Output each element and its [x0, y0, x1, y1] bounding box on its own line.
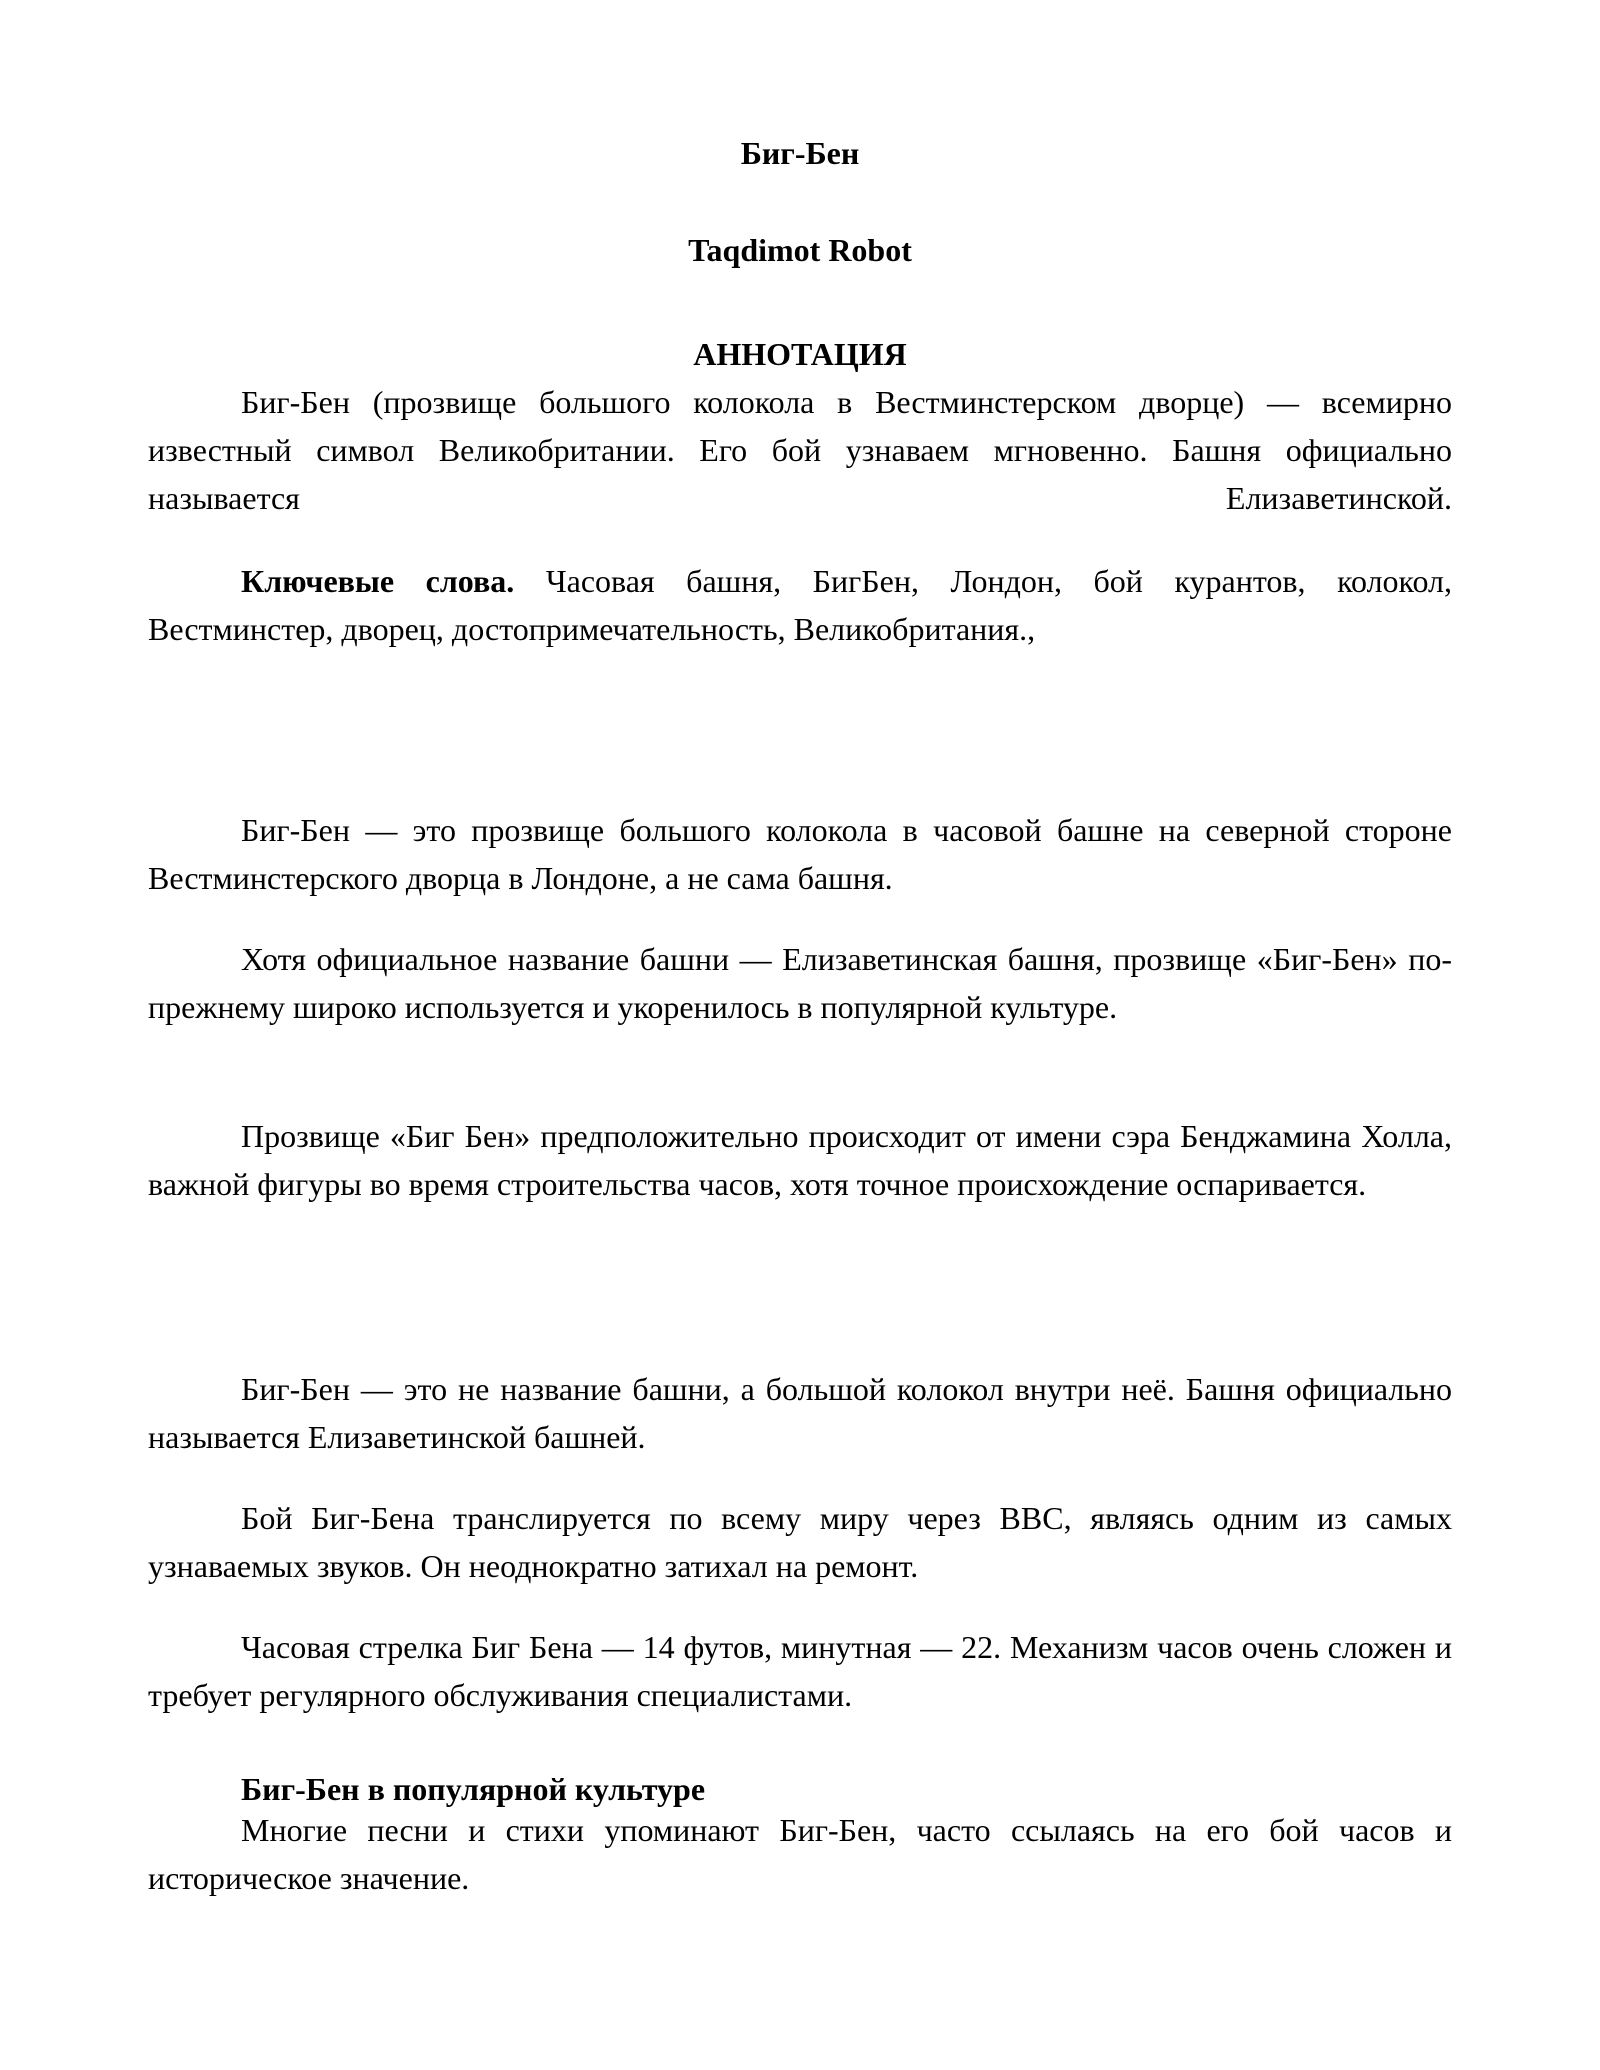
body-paragraph-2: Хотя официальное название башни — Елизаветинская башня, прозвище «Биг-Бен» по-прежнему широко используется и укоренилось в популярной культуре.	[148, 941, 1452, 1025]
keywords-text: Часовая башня, БигБен, Лондон, бой курантов, колокол, Вестминстер, дворец, достопримечательность, Великобритания.,	[148, 563, 1453, 647]
body-paragraph-3: Прозвище «Биг Бен» предположительно происходит от имени сэра Бенджамина Холла, важной фигуры во время строительства часов, хотя точное происхождение оспаривается.	[148, 1118, 1452, 1202]
annotation-paragraph: Биг-Бен (прозвище большого колокола в Вестминстерском дворце) — всемирно известный символ Великобритании. Его бой узнаваем мгновенно. Башня официально называется Елизаветинской.	[148, 384, 1452, 516]
document-title: Биг-Бен	[740, 135, 860, 171]
annotation-heading: АННОТАЦИЯ	[693, 336, 907, 372]
body-paragraph-4: Биг-Бен — это не название башни, а большой колокол внутри неё. Башня официально называется Елизаветинской башней.	[148, 1371, 1452, 1455]
section-heading: Биг-Бен в популярной культуре	[241, 1771, 706, 1807]
keywords-paragraph	[148, 557, 1452, 653]
body-paragraph-1: Биг-Бен — это прозвище большого колокола в часовой башне на северной стороне Вестминстерского дворца в Лондоне, а не сама башня.	[148, 812, 1452, 896]
document-author: Taqdimot Robot	[688, 232, 912, 268]
body-paragraph-6: Часовая стрелка Биг Бена — 14 футов, минутная — 22. Механизм часов очень сложен и требует регулярного обслуживания специалистами.	[148, 1629, 1452, 1713]
body-paragraph-5: Бой Биг-Бена транслируется по всему миру через BBC, являясь одним из самых узнаваемых звуков. Он неоднократно затихал на ремонт.	[148, 1500, 1452, 1584]
section-paragraph: Многие песни и стихи упоминают Биг-Бен, часто ссылаясь на его бой часов и историческое значение.	[148, 1812, 1452, 1896]
keywords-label: Ключевые слова.	[241, 563, 515, 599]
